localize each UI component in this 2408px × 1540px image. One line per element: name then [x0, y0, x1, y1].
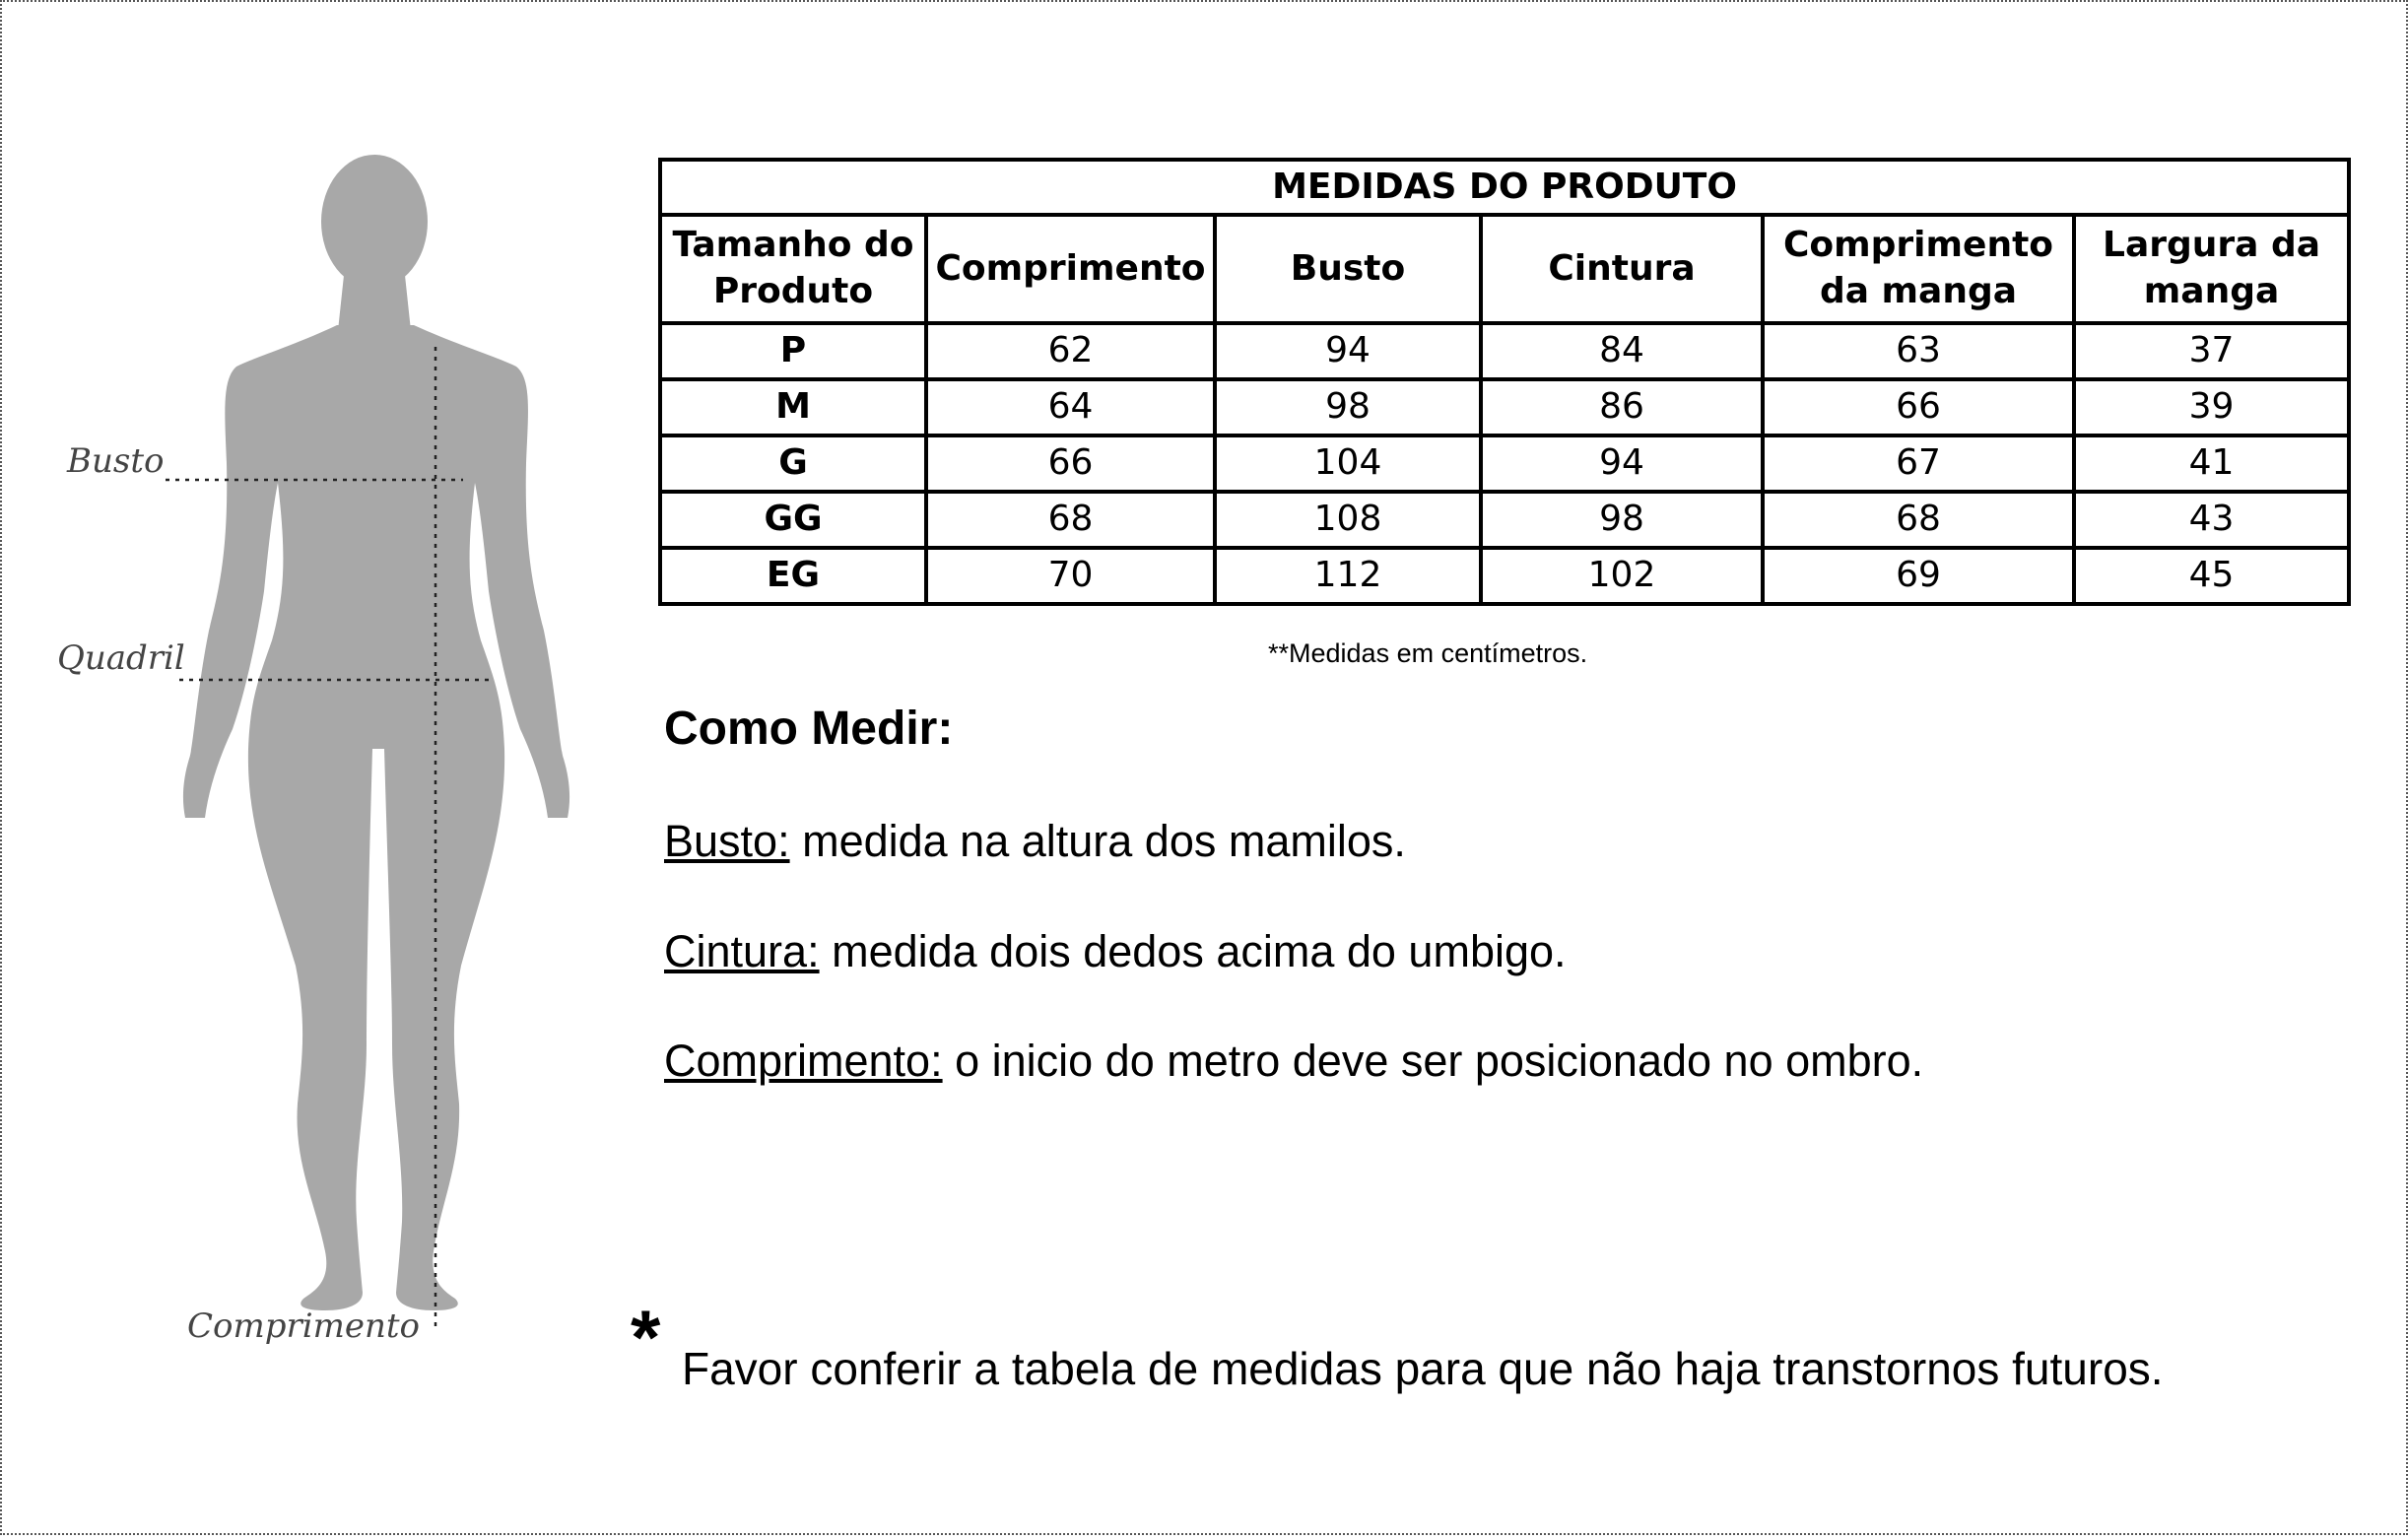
table-cell: 86	[1481, 379, 1763, 435]
instruction-text: medida na altura dos mamilos.	[789, 816, 1406, 866]
table-cell: 70	[926, 548, 1215, 604]
table-cell: 62	[926, 323, 1215, 379]
table-cell: 98	[1481, 492, 1763, 548]
instruction-term: Comprimento:	[664, 1036, 943, 1086]
size-cell: G	[660, 435, 926, 492]
how-to-title: Como Medir:	[664, 703, 954, 755]
table-cell: 112	[1215, 548, 1481, 604]
table-row	[660, 323, 2349, 379]
table-cell: 68	[1763, 492, 2074, 548]
column-header: Cintura	[1481, 215, 1763, 323]
table-cell: 43	[2074, 492, 2349, 548]
size-table	[658, 158, 2351, 606]
table-cell: 68	[926, 492, 1215, 548]
column-header: Comprimento da manga	[1763, 215, 2074, 323]
instruction-length	[664, 1036, 1923, 1087]
table-cell: 108	[1215, 492, 1481, 548]
table-cell: 94	[1215, 323, 1481, 379]
instruction-term: Busto:	[664, 816, 790, 866]
instruction-text: medida dois dedos acima do umbigo.	[819, 926, 1567, 976]
table-row	[660, 492, 2349, 548]
table-cell: 66	[926, 435, 1215, 492]
table-title-row	[660, 160, 2349, 215]
size-cell: M	[660, 379, 926, 435]
table-cell: 45	[2074, 548, 2349, 604]
table-cell: 39	[2074, 379, 2349, 435]
table-cell: 41	[2074, 435, 2349, 492]
table-header-row	[660, 215, 2349, 323]
column-header: Comprimento	[926, 215, 1215, 323]
table-title: MEDIDAS DO PRODUTO	[660, 160, 2349, 215]
size-cell: GG	[660, 492, 926, 548]
bust-label: Busto	[67, 441, 165, 481]
body-silhouette	[0, 0, 631, 1535]
table-cell: 63	[1763, 323, 2074, 379]
table-cell: 94	[1481, 435, 1763, 492]
instruction-term: Cintura:	[664, 926, 820, 976]
size-cell: EG	[660, 548, 926, 604]
table-cell: 37	[2074, 323, 2349, 379]
column-header: Largura da manga	[2074, 215, 2349, 323]
table-cell: 104	[1215, 435, 1481, 492]
table-cell: 98	[1215, 379, 1481, 435]
hip-label: Quadril	[57, 638, 185, 678]
table-cell: 64	[926, 379, 1215, 435]
table-row	[660, 435, 2349, 492]
table-row	[660, 379, 2349, 435]
table-cell: 102	[1481, 548, 1763, 604]
table-cell: 66	[1763, 379, 2074, 435]
column-header: Tamanho do Produto	[660, 215, 926, 323]
table-cell: 67	[1763, 435, 2074, 492]
instruction-bust	[664, 816, 1406, 867]
footer-warning: Favor conferir a tabela de medidas para que não haja transtornos futuros.	[682, 1343, 2164, 1394]
table-row	[660, 548, 2349, 604]
table-cell: 84	[1481, 323, 1763, 379]
column-header: Busto	[1215, 215, 1481, 323]
instruction-waist	[664, 926, 1567, 977]
units-note: **Medidas em centímetros.	[1268, 638, 1588, 668]
asterisk-mark: *	[631, 1294, 661, 1380]
length-label: Comprimento	[187, 1306, 421, 1346]
body-figure	[0, 0, 631, 1535]
table-cell: 69	[1763, 548, 2074, 604]
instruction-text: o inicio do metro deve ser posicionado no ombro.	[942, 1036, 1924, 1086]
size-cell: P	[660, 323, 926, 379]
